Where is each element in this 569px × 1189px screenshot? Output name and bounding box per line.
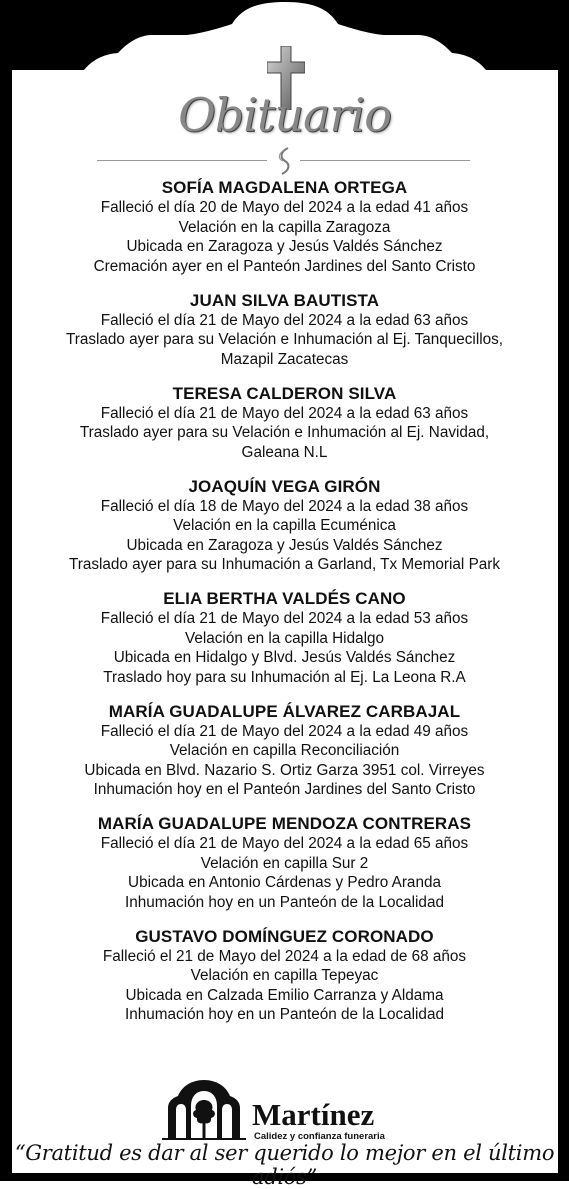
obituary-entry: [14, 813, 555, 912]
obituary-entry: [14, 177, 555, 276]
obituary-entry: [14, 701, 555, 800]
entry-line: Falleció el 21 de Mayo del 2024 a la edad de 68 años: [102, 947, 467, 965]
footer-quote: “Gratitud es dar al ser querido lo mejor en el último adiós”: [14, 1141, 555, 1189]
deceased-name: MARÍA GUADALUPE MENDOZA CONTRERAS: [97, 814, 472, 833]
entry-line: Velación en capilla Sur 2: [200, 854, 369, 872]
entry-line: Traslado ayer para su Velación e Inhumación al Ej. Tanquecillos,: [65, 331, 504, 348]
deceased-name: MARÍA GUADALUPE ÁLVAREZ CARBAJAL: [108, 701, 461, 721]
entry-line: Ubicada en Zaragoza y Jesús Valdés Sánchez: [126, 238, 443, 255]
entry-line: Ubicada en Zaragoza y Jesús Valdés Sánchez: [126, 536, 443, 554]
entry-line: Falleció el día 21 de Mayo del 2024 a la edad 49 años: [100, 722, 469, 740]
divider-left: [97, 160, 267, 161]
entry-line: Velación en la capilla Ecuménica: [173, 517, 396, 534]
entry-line: Ubicada en Blvd. Nazario S. Ortiz Garza 3951 col. Virreyes: [84, 761, 485, 779]
divider-right: [300, 160, 470, 161]
entry-line: Ubicada en Hidalgo y Blvd. Jesús Valdés Sánchez: [113, 649, 456, 666]
deceased-name: TERESA CALDERON SILVA: [172, 383, 397, 403]
entry-line: Mazapil Zacatecas: [220, 350, 349, 368]
deceased-name: ELIA BERTHA VALDÉS CANO: [163, 589, 406, 608]
entry-line: Traslado hoy para su Inhumación al Ej. La Leona R.A: [103, 668, 466, 686]
brand-name: Martínez: [252, 1097, 375, 1132]
entry-line: Velación en la capilla Zaragoza: [178, 218, 391, 236]
entry-line: Ubicada en Antonio Cárdenas y Pedro Aranda: [128, 874, 441, 891]
deceased-name: JUAN SILVA BAUTISTA: [189, 290, 380, 310]
entry-line: Traslado ayer para su Velación e Inhumación al Ej. Navidad,: [79, 424, 490, 441]
entry-line: Falleció el día 20 de Mayo del 2024 a la edad 41 años: [100, 199, 469, 216]
entry-line: Falleció el día 18 de Mayo del 2024 a la edad 38 años: [100, 497, 469, 515]
obituary-list: [14, 177, 555, 1038]
entry-line: Inhumación hoy en un Panteón de la Localidad: [125, 893, 444, 911]
entry-line: Falleció el día 21 de Mayo del 2024 a la edad 63 años: [100, 311, 469, 329]
entry-line: Galeana N.L: [241, 443, 328, 461]
page-title: Obituario: [178, 88, 391, 142]
entry-line: Traslado ayer para su Inhumación a Garland, Tx Memorial Park: [68, 556, 501, 573]
obituary-entry: [14, 476, 555, 575]
deceased-name: GUSTAVO DOMÍNGUEZ CORONADO: [135, 926, 434, 946]
obituary-entry: [14, 383, 555, 463]
chapel-logo-icon: [162, 1078, 246, 1140]
entry-line: Ubicada en Calzada Emilio Carranza y Aldama: [125, 986, 444, 1004]
entry-line: Inhumación hoy en un Panteón de la Localidad: [125, 1006, 444, 1023]
entry-line: Falleció el día 21 de Mayo del 2024 a la edad 63 años: [100, 404, 469, 422]
entry-line: Velación en capilla Reconciliación: [169, 742, 400, 759]
entry-line: Cremación ayer en el Panteón Jardines del Santo Cristo: [93, 257, 476, 275]
entry-line: Velación en capilla Tepeyac: [190, 967, 379, 984]
header: [0, 0, 569, 170]
flourish-ornament-icon: [276, 146, 294, 176]
entry-line: Falleció el día 21 de Mayo del 2024 a la edad 65 años: [100, 835, 469, 852]
obituary-entry: [14, 290, 555, 370]
obituary-entry: [14, 926, 555, 1025]
deceased-name: JOAQUÍN VEGA GIRÓN: [188, 476, 381, 496]
entry-line: Velación en la capilla Hidalgo: [185, 629, 384, 647]
entry-line: Falleció el día 21 de Mayo del 2024 a la edad 53 años: [100, 610, 469, 627]
brand-tagline: Calidez y confianza funeraria: [254, 1131, 385, 1142]
obituary-entry: [14, 588, 555, 687]
entry-line: Inhumación hoy en el Panteón Jardines del Santo Cristo: [93, 781, 476, 798]
deceased-name: SOFÍA MAGDALENA ORTEGA: [161, 178, 408, 197]
